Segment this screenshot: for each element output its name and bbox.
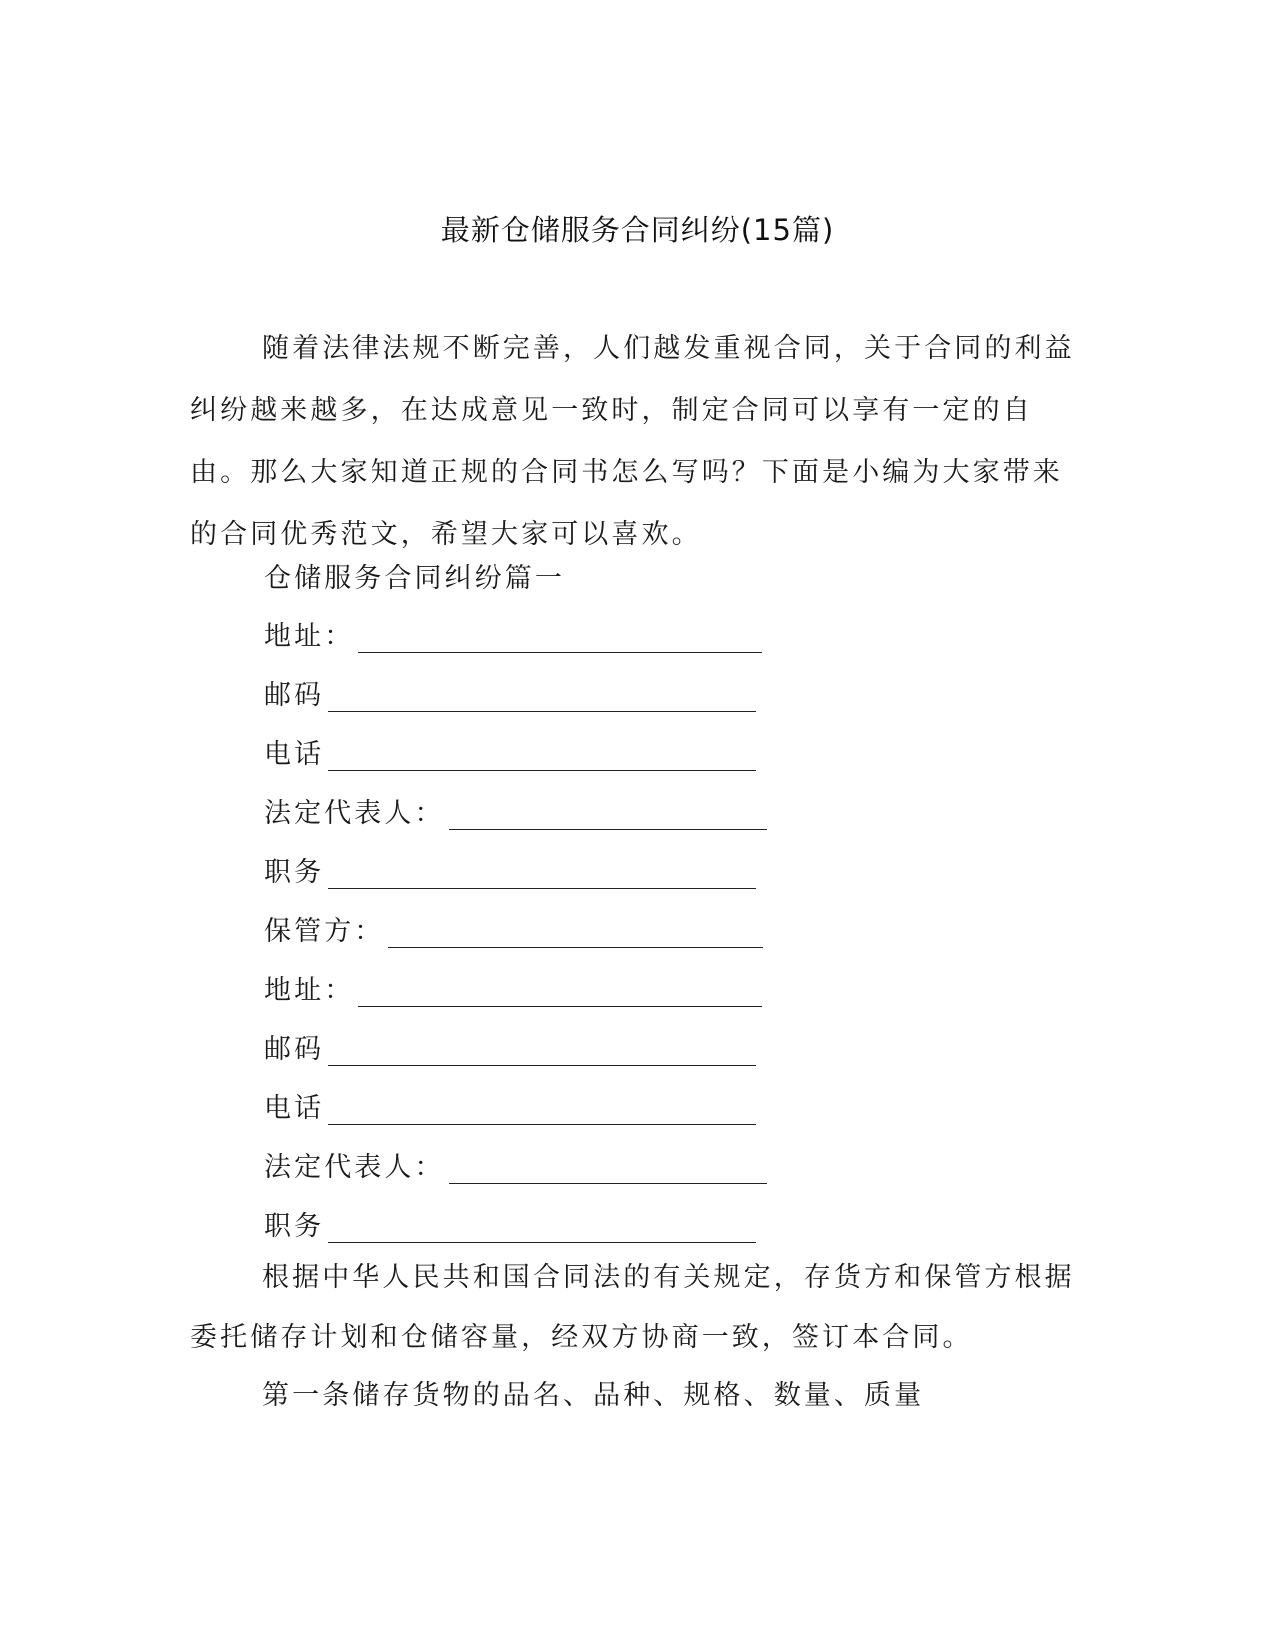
field-label: 地址：	[264, 621, 355, 652]
field-label: 邮码	[264, 680, 325, 711]
field-label: 职务	[264, 1211, 325, 1242]
blank-line	[328, 1216, 756, 1243]
field-phone-1	[264, 732, 756, 771]
field-phone-2	[264, 1086, 756, 1125]
field-postcode-2	[264, 1027, 756, 1066]
blank-line	[328, 685, 756, 712]
field-label: 电话	[264, 1093, 325, 1124]
intro-paragraph: 随着法律法规不断完善，人们越发重视合同，关于合同的利益纠纷越来越多，在达成意见一致时，制定合同可以享有一定的自由。那么大家知道正规的合同书怎么写吗？下面是小编为大家带来的合同优秀范文，希望大家可以喜欢。	[190, 333, 1075, 550]
field-postcode-1	[264, 673, 756, 712]
field-label: 邮码	[264, 1034, 325, 1065]
blank-line	[328, 862, 756, 889]
blank-line	[358, 626, 762, 653]
blank-line	[358, 980, 762, 1007]
field-position-1	[264, 850, 756, 889]
blank-line	[449, 1157, 767, 1184]
field-legal-rep-1	[264, 791, 767, 830]
field-label: 职务	[264, 857, 325, 888]
blank-line	[328, 744, 756, 771]
field-address-2	[264, 968, 762, 1007]
field-label: 电话	[264, 739, 325, 770]
field-custodian	[264, 909, 763, 948]
contract-basis-paragraph: 根据中华人民共和国合同法的有关规定，存货方和保管方根据委托储存计划和仓储容量，经双方协商一致，签订本合同。	[190, 1262, 1075, 1353]
article-one-heading: 第一条储存货物的品名、品种、规格、数量、质量	[262, 1380, 925, 1411]
field-label: 法定代表人：	[264, 798, 445, 829]
section-heading	[264, 556, 565, 595]
blank-line	[328, 1039, 756, 1066]
blank-line	[449, 803, 767, 830]
blank-line	[328, 1098, 756, 1125]
blank-line	[388, 921, 763, 948]
field-address-1	[264, 614, 762, 653]
field-label: 地址：	[264, 975, 355, 1006]
section-heading-text: 仓储服务合同纠纷篇一	[264, 563, 565, 594]
document-title: 最新仓储服务合同纠纷(15篇)	[440, 213, 835, 247]
field-label: 保管方：	[264, 916, 385, 947]
field-position-2	[264, 1204, 756, 1243]
field-legal-rep-2	[264, 1145, 767, 1184]
field-label: 法定代表人：	[264, 1152, 445, 1183]
